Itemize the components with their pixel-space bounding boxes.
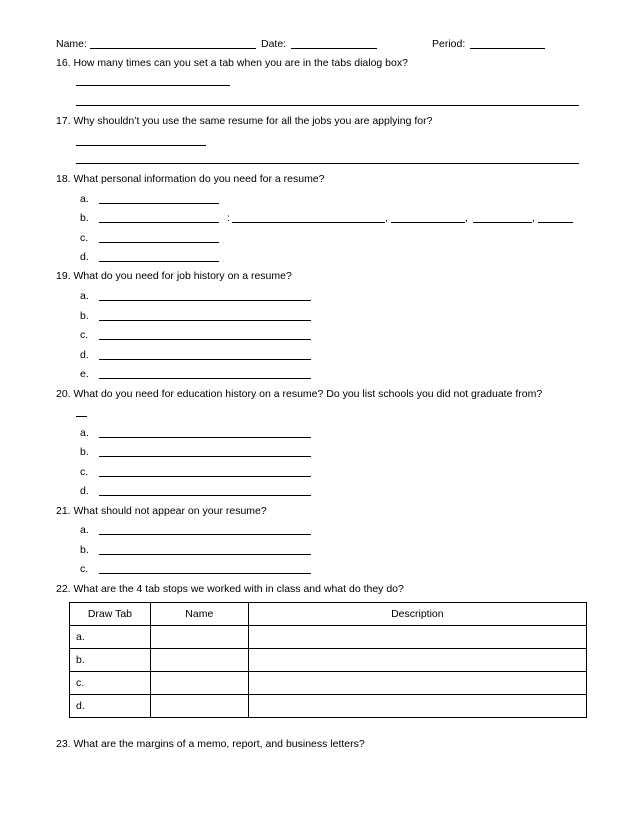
q18-answer-c[interactable] [99,242,219,243]
header-draw-tab: Draw Tab [70,603,151,626]
row-label: b. [70,649,151,672]
q18-answer-b-state[interactable] [391,222,465,223]
name-label: Name: [56,38,87,50]
q21-letter-b: b. [80,544,89,556]
row-label: d. [70,695,151,718]
q19-answer-c[interactable] [99,339,311,340]
q19-answer-a[interactable] [99,300,311,301]
q18-letter-a: a. [80,193,89,205]
q18-answer-a[interactable] [99,203,219,204]
answer-line-17b[interactable] [76,163,579,164]
name-cell[interactable] [150,672,248,695]
q18-answer-b-extra[interactable] [538,222,573,223]
q18-letter-c: c. [80,232,89,244]
date-label: Date: [261,38,287,50]
q20-letter-d: d. [80,485,89,497]
table-row [70,695,587,718]
q19-letter-e: e. [80,368,89,380]
tab-stops-table [69,602,587,718]
q19-letter-a: a. [80,290,89,302]
question-18: 18. What personal information do you need for a resume? [56,173,325,185]
q20-letter-c: c. [80,466,89,478]
q20-answer-a[interactable] [99,437,311,438]
q21-answer-c[interactable] [99,573,311,574]
table-header-row [70,603,587,626]
q18-answer-b[interactable] [99,222,219,223]
q18-comma-3: , [532,212,535,224]
name-cell[interactable] [150,695,248,718]
q19-answer-d[interactable] [99,359,311,360]
q20-answer-d[interactable] [99,495,311,496]
answer-line-20[interactable] [76,416,87,417]
name-cell[interactable] [150,649,248,672]
q19-answer-e[interactable] [99,378,311,379]
q20-letter-b: b. [80,446,89,458]
q18-answer-b-city[interactable] [232,222,385,223]
header-description: Description [248,603,586,626]
q18-letter-b: b. [80,212,89,224]
question-21: 21. What should not appear on your resume? [56,505,267,517]
question-19: 19. What do you need for job history on a resume? [56,270,292,282]
q20-letter-a: a. [80,427,89,439]
row-label: a. [70,626,151,649]
period-label: Period: [432,38,466,50]
question-17: 17. Why shouldn’t you use the same resume for all the jobs you are applying for? [56,115,433,127]
q18-comma-1: , [385,212,388,224]
table-row [70,649,587,672]
period-field[interactable] [470,48,545,49]
header-name: Name [150,603,248,626]
q18-letter-d: d. [80,251,89,263]
q21-letter-a: a. [80,524,89,536]
name-field[interactable] [90,48,256,49]
description-cell[interactable] [248,626,586,649]
row-label: c. [70,672,151,695]
date-field[interactable] [291,48,377,49]
name-cell[interactable] [150,626,248,649]
table-row [70,626,587,649]
q19-answer-b[interactable] [99,320,311,321]
q19-letter-b: b. [80,310,89,322]
q21-answer-a[interactable] [99,534,311,535]
q18-colon: : [227,212,230,224]
question-20: 20. What do you need for education history on a resume? Do you list schools you did not graduate from? [56,388,543,400]
q18-answer-b-zip[interactable] [473,222,532,223]
answer-line-16b[interactable] [76,105,579,106]
q19-letter-c: c. [80,329,89,341]
question-16: 16. How many times can you set a tab when you are in the tabs dialog box? [56,57,408,69]
q21-letter-c: c. [80,563,89,575]
q20-answer-b[interactable] [99,456,311,457]
question-22: 22. What are the 4 tab stops we worked with in class and what do they do? [56,583,404,595]
description-cell[interactable] [248,672,586,695]
q18-answer-d[interactable] [99,261,219,262]
answer-line-16a[interactable] [76,85,230,86]
description-cell[interactable] [248,649,586,672]
q18-comma-2: , [465,212,468,224]
q19-letter-d: d. [80,349,89,361]
answer-line-17a[interactable] [76,145,206,146]
table-row [70,672,587,695]
description-cell[interactable] [248,695,586,718]
q21-answer-b[interactable] [99,554,311,555]
q20-answer-c[interactable] [99,476,311,477]
question-23: 23. What are the margins of a memo, report, and business letters? [56,738,365,750]
